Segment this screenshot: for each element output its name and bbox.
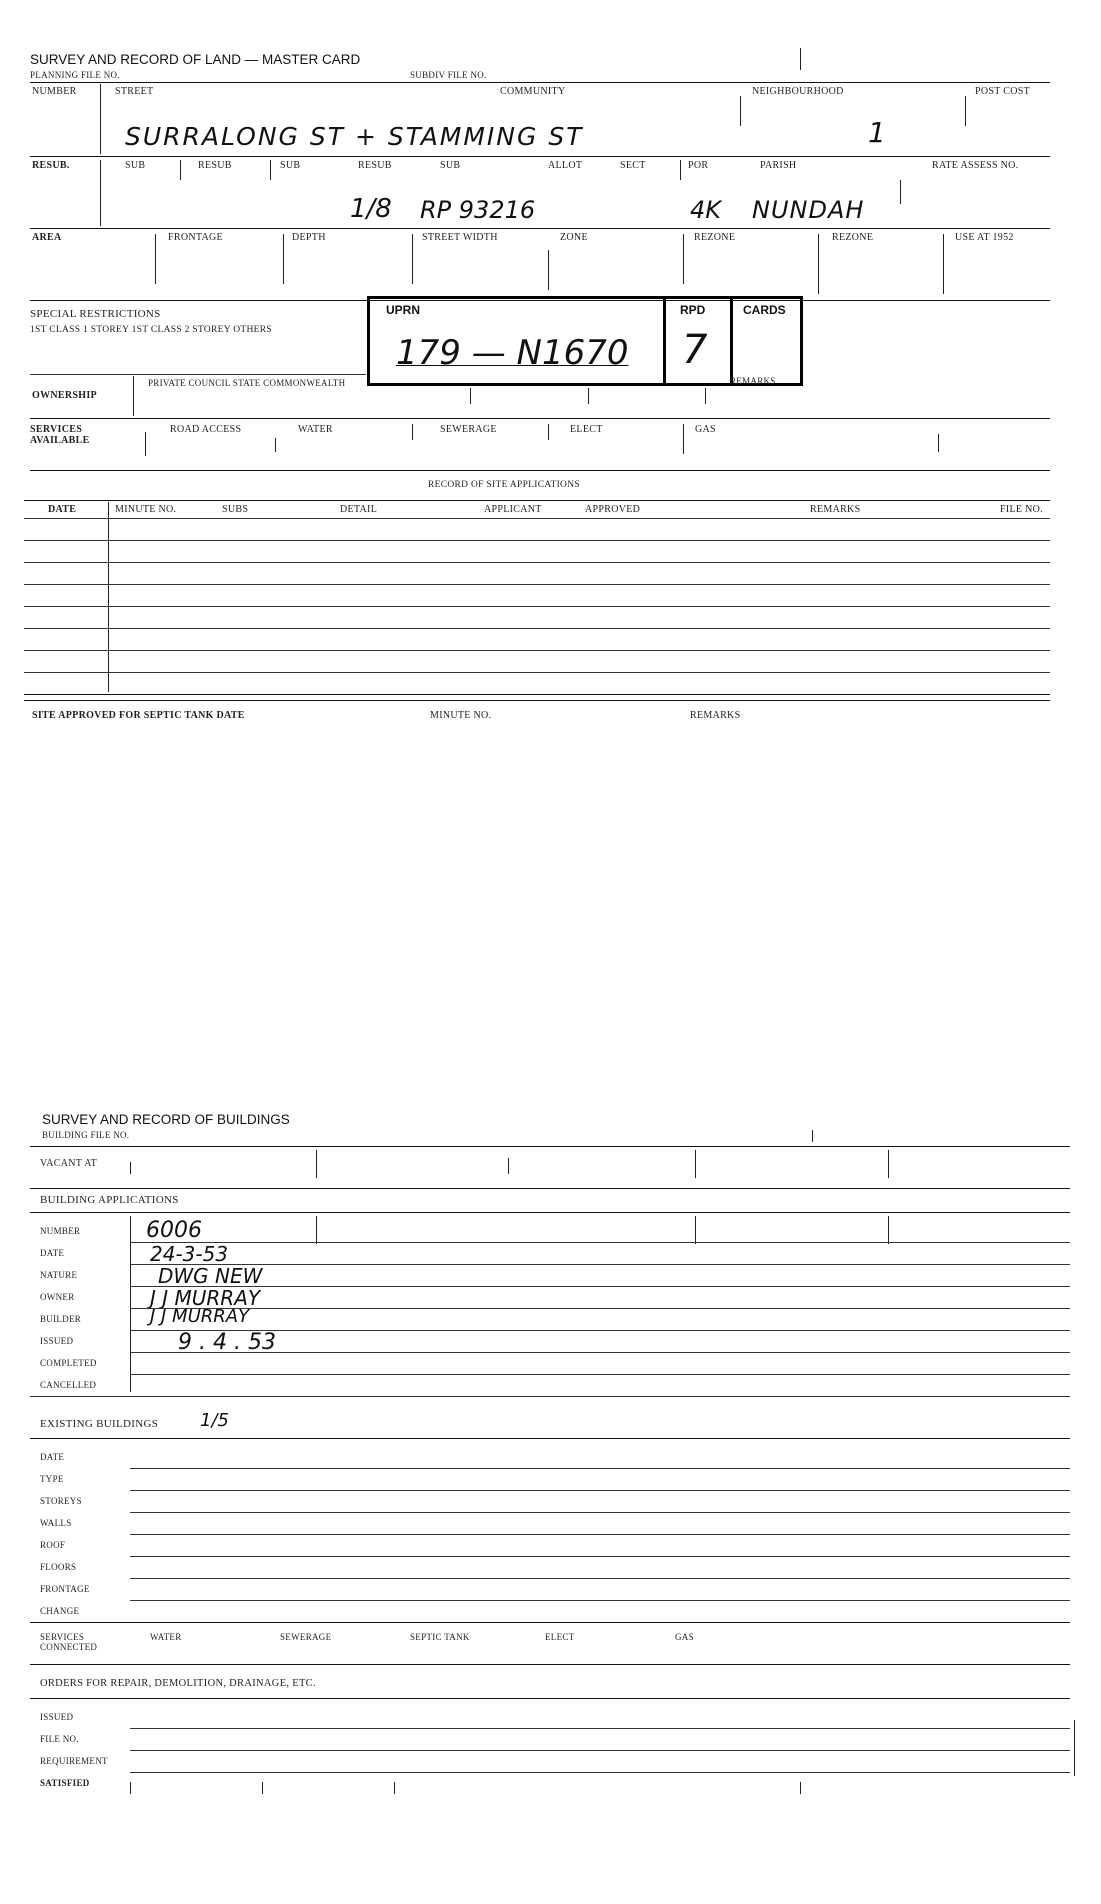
app-number-label: NUMBER <box>40 1226 81 1236</box>
site-date-label: DATE <box>48 504 77 515</box>
existing-change-label: CHANGE <box>40 1606 80 1616</box>
water-label: WATER <box>298 424 333 435</box>
vacant-at-label: VACANT AT <box>40 1158 98 1169</box>
uprn-box <box>367 296 803 386</box>
frontage-label: FRONTAGE <box>168 232 223 243</box>
use-at-label: USE AT 1952 <box>955 232 1014 243</box>
resub-sub-value: 1/8 <box>350 194 392 224</box>
services-available-label: SERVICES AVAILABLE <box>30 424 90 446</box>
gas-label: GAS <box>695 424 716 435</box>
street-label: STREET <box>115 86 154 97</box>
bldg-water-label: WATER <box>150 1632 182 1642</box>
allot-label: ALLOT <box>548 160 583 171</box>
subdiv-file-label: SUBDIV FILE NO. <box>410 70 487 80</box>
existing-buildings-value: 1/5 <box>200 1410 229 1431</box>
site-minute-label: MINUTE NO. <box>115 504 177 515</box>
site-remarks-label: REMARKS <box>810 504 861 515</box>
parish-label: PARISH <box>760 160 797 171</box>
app-owner-value: J J MURRAY <box>150 1286 261 1310</box>
zone-label: ZONE <box>560 232 588 243</box>
existing-buildings-label: EXISTING BUILDINGS <box>40 1418 159 1430</box>
app-completed-label: COMPLETED <box>40 1358 97 1368</box>
app-issued-value: 9 . 4 . 53 <box>178 1330 276 1355</box>
order-requirement-label: REQUIREMENT <box>40 1756 108 1766</box>
street-value: SURRALONG ST + STAMMING ST <box>125 122 584 151</box>
orders-label: ORDERS FOR REPAIR, DEMOLITION, DRAINAGE, ETC. <box>40 1678 316 1689</box>
app-date-label: DATE <box>40 1248 65 1258</box>
app-date-value: 24-3-53 <box>150 1242 229 1266</box>
por-value: 4K <box>690 196 722 224</box>
app-builder-value: J J MURRAY <box>150 1306 250 1327</box>
elect-label: ELECT <box>570 424 603 435</box>
special-sub-label: 1ST CLASS 1 STOREY 1ST CLASS 2 STOREY OTHERS <box>30 325 272 335</box>
app-nature-value: DWG NEW <box>158 1264 263 1288</box>
septic-label: SITE APPROVED FOR SEPTIC TANK DATE <box>32 710 245 721</box>
land-card-title: SURVEY AND RECORD OF LAND — MASTER CARD <box>30 52 361 67</box>
parish-value: NUNDAH <box>752 196 865 224</box>
sub-label: SUB <box>125 160 146 171</box>
resub-rp-value: RP 93216 <box>420 196 536 224</box>
ownership-types: PRIVATE COUNCIL STATE COMMONWEALTH <box>148 378 346 388</box>
site-detail-label: DETAIL <box>340 504 378 515</box>
order-issued-label: ISSUED <box>40 1712 74 1722</box>
resub3-label: RESUB <box>358 160 392 171</box>
site-subs-label: SUBS <box>222 504 249 515</box>
bldg-sewerage-label: SEWERAGE <box>280 1632 332 1642</box>
app-issued-label: ISSUED <box>40 1336 74 1346</box>
site-applications-label: RECORD OF SITE APPLICATIONS <box>428 480 580 490</box>
remarks-label: REMARKS <box>730 376 776 386</box>
septic-remarks-label: REMARKS <box>690 710 741 721</box>
sub3-label: SUB <box>440 160 461 171</box>
sect-label: SECT <box>620 160 646 171</box>
area-label: AREA <box>32 232 62 243</box>
bldg-gas-label: GAS <box>675 1632 694 1642</box>
site-applicant-label: APPLICANT <box>484 504 542 515</box>
app-builder-label: BUILDER <box>40 1314 82 1324</box>
cards-label: CARDS <box>743 303 786 317</box>
rezone-label: REZONE <box>694 232 736 243</box>
neighbourhood-label: NEIGHBOURHOOD <box>752 86 844 97</box>
rpd-label: RPD <box>680 303 706 317</box>
planning-file-label: PLANNING FILE NO. <box>30 70 120 80</box>
comm-label: COMMUNITY <box>500 86 566 97</box>
existing-walls-label: WALLS <box>40 1518 72 1528</box>
existing-type-label: TYPE <box>40 1474 64 1484</box>
rezone2-label: REZONE <box>832 232 874 243</box>
existing-frontage-label: FRONTAGE <box>40 1584 90 1594</box>
building-card-title: SURVEY AND RECORD OF BUILDINGS <box>42 1112 290 1127</box>
septic-minute-label: MINUTE NO. <box>430 710 492 721</box>
uprn-label: UPRN <box>386 303 421 317</box>
existing-floors-label: FLOORS <box>40 1562 77 1572</box>
order-file-label: FILE NO. <box>40 1734 79 1744</box>
resub2-label: RESUB <box>198 160 232 171</box>
special-restrictions-label: SPECIAL RESTRICTIONS <box>30 308 161 320</box>
app-nature-label: NATURE <box>40 1270 78 1280</box>
neighbourhood-value: 1 <box>868 116 886 149</box>
post-cost-label: POST COST <box>975 86 1031 97</box>
sub2-label: SUB <box>280 160 301 171</box>
street-width-label: STREET WIDTH <box>422 232 498 243</box>
sewerage-label: SEWERAGE <box>440 424 497 435</box>
resub-label: RESUB. <box>32 160 70 171</box>
app-number-value: 6006 <box>146 1218 202 1243</box>
existing-date-label: DATE <box>40 1452 65 1462</box>
ownership-label: OWNERSHIP <box>32 390 97 401</box>
app-cancelled-label: CANCELLED <box>40 1380 97 1390</box>
services-connected-label: SERVICES CONNECTED <box>40 1632 98 1652</box>
uprn-value: 179 — N1670 <box>396 333 629 373</box>
por-label: POR <box>688 160 709 171</box>
site-approved-label: APPROVED <box>585 504 641 515</box>
number-label: NUMBER <box>32 86 77 97</box>
bldg-elect-label: ELECT <box>545 1632 575 1642</box>
rate-assess-label: RATE ASSESS NO. <box>932 160 1019 171</box>
existing-storeys-label: STOREYS <box>40 1496 82 1506</box>
rpd-value: 7 <box>682 327 708 373</box>
building-applications-label: BUILDING APPLICATIONS <box>40 1194 179 1206</box>
order-satisfied-label: SATISFIED <box>40 1778 90 1788</box>
depth-label: DEPTH <box>292 232 326 243</box>
site-file-label: FILE NO. <box>1000 504 1043 515</box>
existing-roof-label: ROOF <box>40 1540 66 1550</box>
road-access-label: ROAD ACCESS <box>170 424 242 435</box>
app-owner-label: OWNER <box>40 1292 75 1302</box>
bldg-septic-label: SEPTIC TANK <box>410 1632 470 1642</box>
building-file-label: BUILDING FILE NO. <box>42 1130 130 1140</box>
